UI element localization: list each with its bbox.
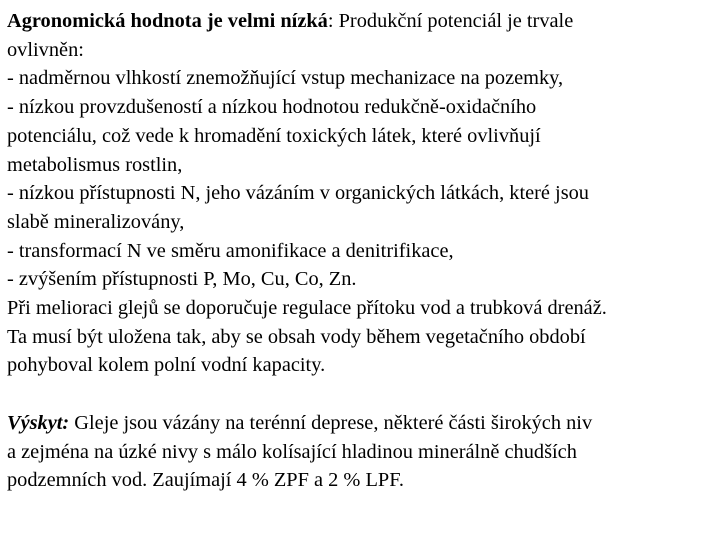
list-item: - transformací N ve směru amonifikace a denitrifikace, [7,239,454,262]
occurrence-paragraph [7,409,717,495]
text-line: potenciálu, což vede k hromadění toxických látek, které ovlivňují [7,124,541,147]
text-line: a zejména na úzké nivy s málo kolísající hladinou minerálně chudších [7,440,577,463]
list-item: - nadměrnou vlhkostí znemožňující vstup mechanizace na pozemky, [7,67,564,90]
text-line: metabolismus rostlin, [7,153,183,176]
text-line: pohyboval kolem polní vodní kapacity. [7,354,326,377]
agronomic-value-heading-tail: : Produkční potenciál je trvale [327,10,574,32]
paragraph-spacer [7,380,717,409]
text-line: Ta musí být uložena tak, aby se obsah vody během vegetačního období [7,325,586,348]
agronomic-value-heading: Agronomická hodnota je velmi nízká [7,10,328,32]
text-line: ovlivněn: [7,38,84,61]
agronomic-value-paragraph [7,7,717,380]
list-item: - nízkou provzdušeností a nízkou hodnotou redukčně-oxidačního [7,96,537,119]
occurrence-heading: Výskyt: [7,411,70,434]
occurrence-heading-tail: Gleje jsou vázány na terénní deprese, některé části širokých niv [69,411,593,434]
text-line: Při melioraci glejů se doporučuje regulace přítoku vod a trubková drenáž. [7,297,607,320]
document-page [7,7,717,495]
paragraph-first-line [7,409,717,438]
list-item: - nízkou přístupnosti N, jeho vázáním v organických látkách, které jsou [7,182,589,205]
paragraph-first-line [7,7,717,36]
text-line: podzemních vod. Zaujímají 4 % ZPF a 2 % LPF. [7,469,405,492]
list-item: - zvýšením přístupnosti P, Mo, Cu, Co, Zn. [7,268,357,291]
text-line: slabě mineralizovány, [7,210,185,233]
